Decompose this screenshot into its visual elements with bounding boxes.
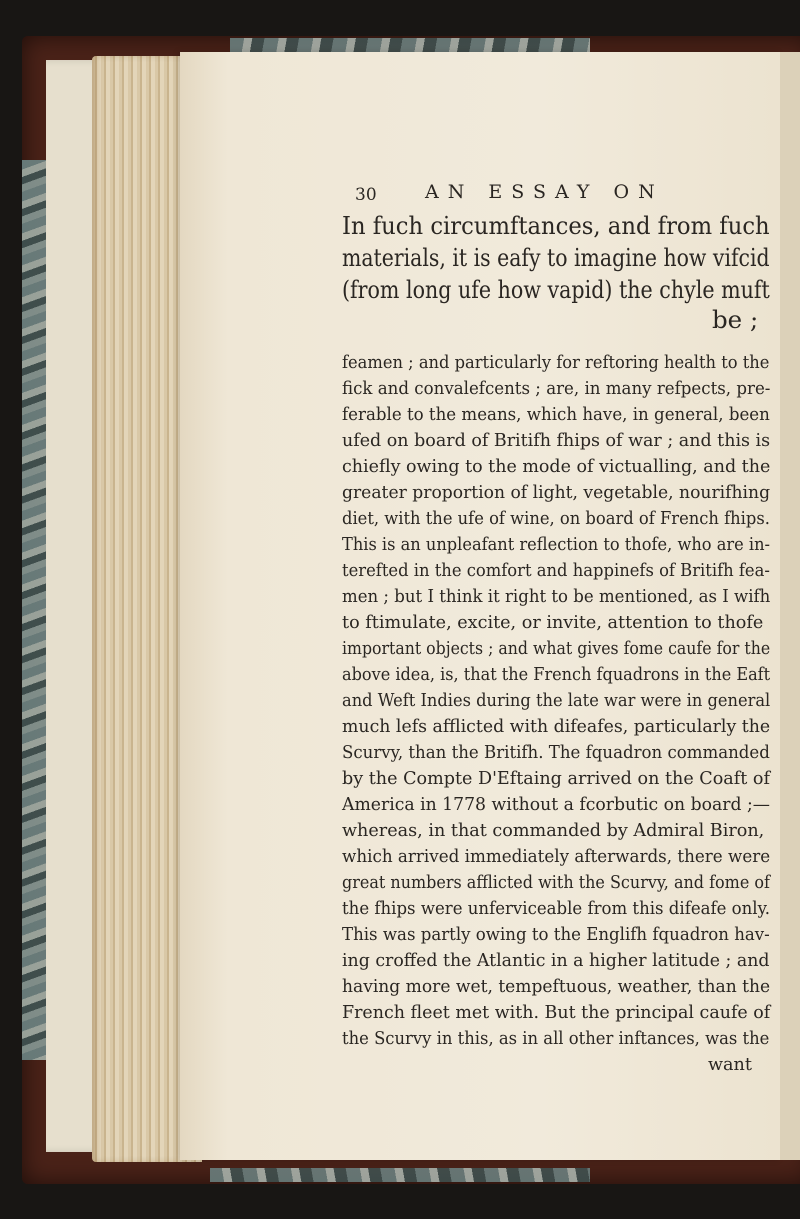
text-line: ferable to the means, which have, in general, been: [342, 405, 770, 425]
text-line: men ; but I think it right to be mentioned, as I wifh: [342, 587, 771, 607]
overlay-line: materials, it is eafy to imagine how vifcid: [342, 243, 770, 272]
overlay-line: In fuch circumftances, and from fuch: [342, 211, 770, 240]
marbled-board-bottom: [210, 1168, 590, 1182]
text-line: diet, with the ufe of wine, on board of French fhips.: [342, 509, 770, 529]
text-line: whereas, in that commanded by Admiral Biron,: [342, 821, 765, 841]
text-line: chiefly owing to the mode of victualling, and the: [342, 457, 771, 477]
text-line: feamen ; and particularly for reftoring health to the: [342, 353, 770, 373]
text-line: great numbers afflicted with the Scurvy, and fome of: [342, 873, 770, 893]
text-line: fick and convalefcents ; are, in many refpects, pre-: [342, 379, 771, 399]
text-line: ing croffed the Atlantic in a higher latitude ; and: [342, 951, 770, 971]
text-line: This was partly owing to the Englifh fquadron hav-: [342, 925, 770, 945]
running-head: AN ESSAY ON: [425, 181, 664, 203]
text-line: and Weft Indies during the late war were in general: [342, 691, 771, 711]
text-line: which arrived immediately afterwards, there were: [342, 847, 771, 867]
text-line: Scurvy, than the Britifh. The fquadron commanded: [342, 743, 770, 763]
text-line: terefted in the comfort and happinefs of Britifh fea-: [342, 561, 770, 581]
marbled-board-left: [22, 160, 48, 1060]
text-line: much lefs afflicted with difeafes, particularly the: [342, 717, 771, 737]
text-line: French fleet met with. But the principal caufe of: [342, 1003, 771, 1023]
text-line: above idea, is, that the French fquadrons in the Eaft: [342, 665, 771, 685]
text-line: having more wet, tempeftuous, weather, than the: [342, 977, 771, 997]
text-line: by the Compte D'Eftaing arrived on the Coaft of: [342, 769, 770, 789]
text-line: the Scurvy in this, as in all other inftances, was the: [342, 1029, 770, 1049]
text-line: ufed on board of Britifh fhips of war ; and this is: [342, 431, 771, 451]
marbled-board-top: [230, 38, 590, 52]
page-edge: [780, 52, 800, 1160]
text-line: America in 1778 without a fcorbutic on board ;—: [342, 795, 771, 815]
overlay-line: be ;: [712, 305, 759, 334]
catchword: want: [708, 1055, 752, 1075]
text-line: greater proportion of light, vegetable, nourifhing: [342, 483, 771, 503]
overlay-line: (from long ufe how vapid) the chyle muft: [342, 275, 770, 304]
text-line: This is an unpleafant reflection to thofe, who are in-: [342, 535, 770, 555]
text-line: important objects ; and what gives fome caufe for the: [342, 639, 771, 659]
text-line: the fhips were unferviceable from this difeafe only.: [342, 899, 771, 919]
page-number: 30: [355, 185, 377, 205]
text-line: to ftimulate, excite, or invite, attention to thofe: [342, 613, 764, 633]
page-header: [355, 181, 665, 209]
